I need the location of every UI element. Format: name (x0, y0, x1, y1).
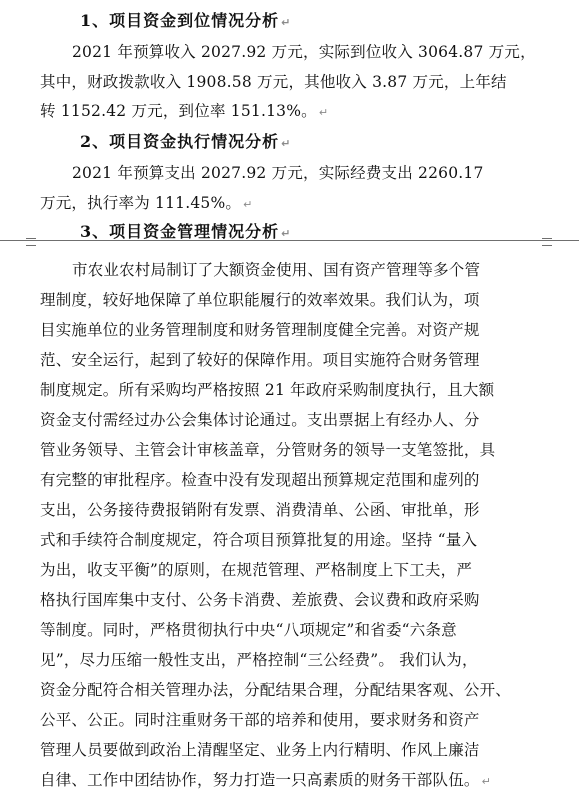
paragraph-mark-icon: ↵ (281, 16, 292, 29)
section1-line-3: 转 1152.42 万元，到位率 151.13%。 ↵ (40, 102, 329, 120)
section3-line-8: 有完整的审批程序。检查中没有发现超出预算规定范围和虚列的 (40, 471, 480, 489)
section3-line-3: 目实施单位的业务管理制度和财务管理制度健全完善。对资产规 (40, 321, 480, 339)
paragraph-mark-icon: ↵ (318, 106, 329, 119)
section1-heading: 1、项目资金到位情况分析 ↵ (80, 11, 292, 30)
section3-line-1: 市农业农村局制订了大额资金使用、国有资产管理等多个管 (72, 261, 481, 279)
section3-heading: 3、项目资金管理情况分析 ↵ (80, 222, 292, 241)
margin-corner-mark-right (542, 238, 552, 246)
section3-line-15: 资金分配符合相关管理办法，分配结果合理，分配结果客观、公开、 (40, 681, 512, 699)
section3-line-5: 制度规定。所有采购均严格按照 21 年政府采购制度执行，且大额 (40, 381, 495, 399)
margin-corner-mark-left (26, 238, 36, 246)
section3-line-13: 等制度。同时，严格贯彻执行中央“八项规定”和省委“六条意 (40, 621, 457, 639)
section3-line-7: 管业务领导、主管会计审核盖章，分管财务的领导一支笔签批，具 (40, 441, 496, 459)
paragraph-mark-icon: ↵ (281, 137, 292, 150)
section2-line-1: 2021 年预算支出 2027.92 万元，实际经费支出 2260.17 (72, 164, 484, 182)
section1-line-2: 其中，财政拨款收入 1908.58 万元，其他收入 3.87 万元，上年结 (40, 73, 507, 91)
page-break-line (0, 240, 579, 241)
section3-line-4: 范、安全运行，起到了较好的保障作用。项目实施符合财务管理 (40, 351, 480, 369)
section3-line-11: 为出，收支平衡”的原则，在规范管理、严格制度上下工夫，严 (40, 561, 473, 579)
section3-line-12: 格执行国库集中支付、公务卡消费、差旅费、会议费和政府采购 (40, 591, 480, 609)
section3-line-18: 自律、工作中团结协作，努力打造一只高素质的财务干部队伍。 ↵ (40, 771, 492, 789)
section3-line-14: 见”，尽力压缩一般性支出，严格控制“三公经费”。 我们认为， (40, 651, 478, 669)
section3-line-9: 支出，公务接待费报销附有发票、消费清单、公函、审批单，形 (40, 501, 480, 519)
section3-line-10: 式和手续符合制度规定，符合项目预算批复的用途。坚持 “量入 (40, 531, 478, 549)
section2-heading: 2、项目资金执行情况分析 ↵ (80, 132, 292, 151)
paragraph-mark-icon: ↵ (281, 227, 292, 240)
section1-line-1: 2021 年预算收入 2027.92 万元，实际到位收入 3064.87 万元， (72, 43, 536, 61)
paragraph-mark-icon: ↵ (481, 775, 492, 788)
section3-line-16: 公平、公正。同时注重财务干部的培养和使用，要求财务和资产 (40, 711, 480, 729)
section3-line-17: 管理人员要做到政治上清醒坚定、业务上内行精明、作风上廉洁 (40, 741, 480, 759)
section2-line-2: 万元，执行率为 111.45%。 ↵ (40, 194, 253, 212)
section3-line-2: 理制度，较好地保障了单位职能履行的效率效果。我们认为，项 (40, 291, 480, 309)
section3-line-6: 资金支付需经过办公会集体讨论通过。支出票据上有经办人、分 (40, 411, 480, 429)
paragraph-mark-icon: ↵ (243, 198, 253, 211)
